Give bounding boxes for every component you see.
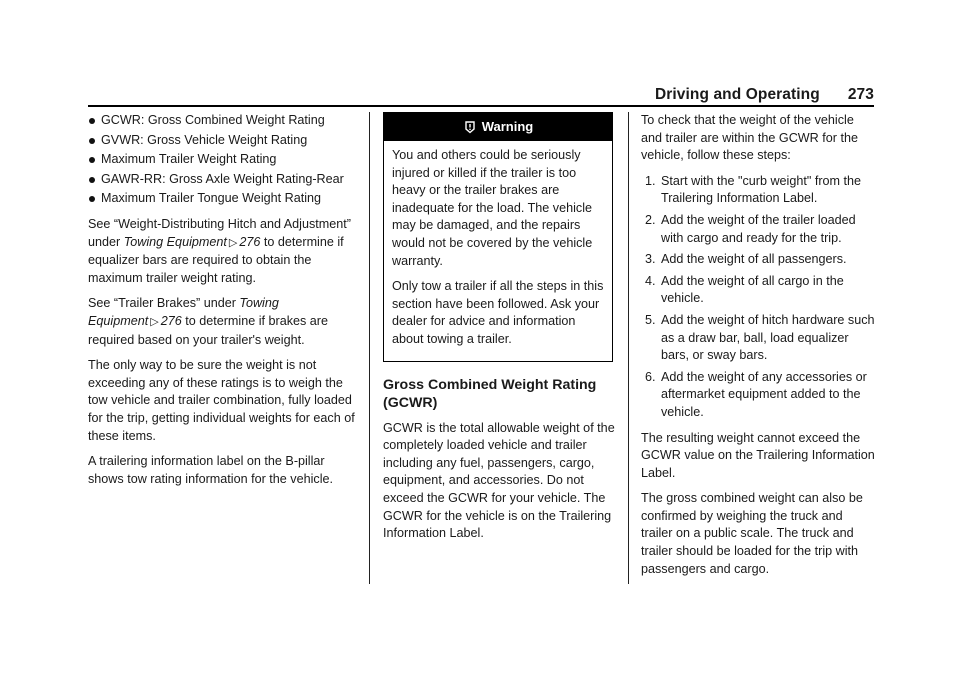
scale-paragraph: The gross combined weight can also be confirmed by weighing the truck and trailer on a public scale. The truck and trailer should be loaded for the trip with passengers and cargo.	[641, 491, 863, 576]
list-item: Maximum Trailer Tongue Weight Rating	[88, 190, 360, 208]
right-column	[641, 112, 877, 586]
bullet-dot-icon	[89, 157, 95, 163]
bullet-dot-icon	[89, 196, 95, 202]
column-divider	[628, 112, 629, 584]
list-item: GVWR: Gross Vehicle Weight Rating	[88, 132, 360, 150]
list-item: 1. Start with the "curb weight" from the Trailering Information Label.	[645, 173, 862, 206]
gcwr-paragraph: GCWR is the total allowable weight of the completely loaded vehicle and trailer including any fuel, passengers, cargo, equipment, and accessories. Do not exceed the GCWR for your vehicle. The GCWR for the vehicle is on the Trailering Information Label.	[383, 420, 615, 541]
warning-text: Only tow a trailer if all the steps in this section have been followed. Ask your dealer for advice and information about towing a trailer.	[392, 279, 604, 346]
warning-body	[384, 141, 612, 361]
warning-box	[383, 112, 613, 362]
list-item: 4. Add the weight of all cargo in the vehicle.	[645, 273, 844, 306]
section-title: Driving and Operating	[654, 86, 820, 103]
towing-equipment-link[interactable]: Towing Equipment	[123, 234, 227, 249]
paragraph-weigh: The only way to be sure the weight is not exceeding any of these ratings is to weigh the tow vehicle and trailer combination, fully loaded for the trip, getting individual weights for each of these items.	[88, 358, 355, 443]
list-item: 5. Add the weight of hitch hardware such as a draw bar, ball, load equalizer bars, or sway bars.	[645, 312, 875, 363]
page-header	[0, 78, 874, 104]
warning-triangle-icon	[463, 120, 477, 134]
rating-list	[88, 112, 360, 208]
steps-list	[641, 173, 877, 422]
page-reference-icon: ▷	[150, 315, 159, 328]
list-item: 3. Add the weight of all passengers.	[645, 252, 847, 267]
page-number: 273	[847, 86, 874, 103]
list-item: GAWR-RR: Gross Axle Weight Rating-Rear	[88, 171, 360, 189]
warning-text: You and others could be seriously injured or killed if the trailer is too heavy or the trailer brakes are inadequate for the load. The vehicle may be damaged, and the repairs would not be covered by the vehicle warranty.	[392, 148, 593, 268]
steps-intro: To check that the weight of the vehicle and trailer are within the GCWR for the vehicle, follow these steps:	[641, 113, 858, 163]
middle-column	[383, 112, 615, 551]
bullet-dot-icon	[89, 177, 95, 183]
towing-equipment-link[interactable]: Towing Equipment	[88, 296, 279, 328]
paragraph-label: A trailering information label on the B-pillar shows tow rating information for the vehicle.	[88, 454, 333, 486]
warning-title: Warning	[481, 119, 534, 135]
left-column	[88, 112, 360, 496]
paragraph-hitch: See “Weight-Distributing Hitch and Adjustment” under Towing Equipment ▷ 276 to determine if equalizer bars are required to obtain the maximum trailer weight rating.	[88, 216, 351, 285]
gcwr-heading: Gross Combined Weight Rating (GCWR)	[383, 376, 597, 411]
bullet-dot-icon	[89, 118, 95, 124]
list-item: 6. Add the weight of any accessories or aftermarket equipment added to the vehicle.	[645, 369, 867, 419]
page-ref-number[interactable]: 276	[239, 234, 261, 249]
list-item: Maximum Trailer Weight Rating	[88, 151, 360, 169]
list-item: 2. Add the weight of the trailer loaded with cargo and ready for the trip.	[645, 212, 856, 245]
bullet-dot-icon	[89, 138, 95, 144]
list-item: GCWR: Gross Combined Weight Rating	[88, 112, 360, 130]
header-rule	[88, 105, 874, 107]
page-ref-number[interactable]: 276	[160, 313, 182, 328]
paragraph-brakes: See “Trailer Brakes” under Towing Equipment ▷ 276 to determine if brakes are required based on your trailer's weight.	[88, 296, 329, 347]
column-divider	[369, 112, 370, 584]
warning-header	[384, 113, 612, 141]
result-paragraph: The resulting weight cannot exceed the GCWR value on the Trailering Information Label.	[641, 430, 875, 480]
page-reference-icon: ▷	[228, 236, 238, 249]
